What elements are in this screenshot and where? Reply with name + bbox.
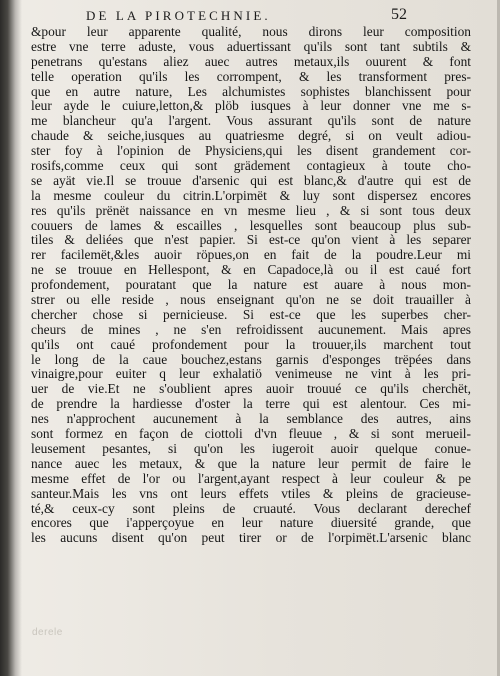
text-line: que en autre nature, Les alchumistes sophistes blanchissent pour bbox=[31, 84, 471, 99]
text-line: chaude & seiche,iusques au quatriesme degré, si on veult adiou- bbox=[31, 129, 471, 144]
text-line: de prendre la hardiesse d'oster la terre qui est alentour. Ces mi- bbox=[31, 397, 471, 412]
body-text bbox=[31, 25, 471, 546]
faint-stamp: derele bbox=[32, 627, 63, 638]
text-line: le long de la caue bouchez,estans garnis d'esponges trëpées dans bbox=[31, 352, 471, 367]
text-line: rer facilemët,&les auoir röpues,on en fait de la poudre.Leur mi bbox=[31, 248, 471, 263]
text-line: leur ayde le cuiure,letton,& plöb iusques à leur donner vne me s- bbox=[31, 99, 471, 114]
text-line: rosifs,comme ceux qui sont grädement contagieux à toute cho- bbox=[31, 159, 471, 174]
text-line: les aucuns disent qu'on peut tirer or de l'orpimët.L'arsenic blanc bbox=[31, 531, 471, 546]
text-line: telle operation qu'ils les corrompent, & les transforment pres- bbox=[31, 69, 471, 84]
text-line: chercher chose si pernicieuse. Si est-ce que les superbes cher- bbox=[31, 307, 471, 322]
binding-shadow bbox=[0, 0, 22, 676]
running-title: DE LA PIROTECHNIE. bbox=[86, 8, 271, 23]
text-line: leusement pesantes, si qu'on les iugeroit auoir quelque conue- bbox=[31, 441, 471, 456]
text-line: uer de vie.Et ne s'oublient apres auoir trouué ce qu'ils cherchët, bbox=[31, 382, 471, 397]
text-line: nance auec les metaux, & que la nature leur permit de faire le bbox=[31, 456, 471, 471]
text-line: té,& ceux-cy sont pleins de cruauté. Vous declarant derechef bbox=[31, 501, 471, 516]
text-line: ster foy à l'opinion de Physiciens,qui les disent grandement cor- bbox=[31, 144, 471, 159]
text-line: se ayät vie.Il se trouue d'arsenic qui est blanc,& d'autre qui est de bbox=[31, 173, 471, 188]
text-line: vinaigre,pour euiter q leur exhalatiö venimeuse ne vint à les pri- bbox=[31, 367, 471, 382]
text-line: sont formez en façon de ciottoli d'vn fleuue , & si sont merueil- bbox=[31, 427, 471, 442]
text-line: encores que i'apperçoyue en leur nature diuersité grande, que bbox=[31, 516, 471, 531]
text-line: tiles & deliées que n'est papier. Si est-ce qu'on vient à les separer bbox=[31, 233, 471, 248]
text-line: mesme effet de l'or ou l'argent,ayant respect à leur couleur & pe bbox=[31, 471, 471, 486]
text-line: strer ou elle reside , nous enseignant qu'on ne se doit trauailler à bbox=[31, 293, 471, 308]
text-line: res qu'ils prënët naissance en vn mesme lieu , & si sont tous deux bbox=[31, 203, 471, 218]
text-line: &pour leur apparente qualité, nous dirons leur composition bbox=[31, 25, 471, 39]
page-number: 52 bbox=[391, 6, 407, 23]
text-line: me blancheur qu'a l'argent. Vous assurant qu'ils sont de nature bbox=[31, 114, 471, 129]
text-line: qu'ils ont caué profondement pour la trouuer,ils marchent tout bbox=[31, 337, 471, 352]
text-line: nes n'approchent aucunement à la semblance des autres, ains bbox=[31, 412, 471, 427]
text-line: couuers de lames & escailles , lesquelles sont beaucoup plus sub- bbox=[31, 218, 471, 233]
text-line: santeur.Mais les vns ont leurs effets vtiles & pleins de gracieuse- bbox=[31, 486, 471, 501]
text-line: profondement, pouratant que la nature est auare à nous mon- bbox=[31, 278, 471, 293]
text-line: estre vne terre aduste, vous aduertissant qu'ils sont tant subtils & bbox=[31, 39, 471, 54]
text-line: ne se trouue en Hellespont, & en Capadoce,là ou il est caué fort bbox=[31, 263, 471, 278]
text-line: penetrans qu'estans aliez auec autres metaux,ils ouurent & font bbox=[31, 54, 471, 69]
text-line: la mesme couleur du citrin.L'orpimët & luy sont dispersez encores bbox=[31, 188, 471, 203]
text-line: cheurs de mines , ne s'en refroidissent aucunement. Mais apres bbox=[31, 322, 471, 337]
